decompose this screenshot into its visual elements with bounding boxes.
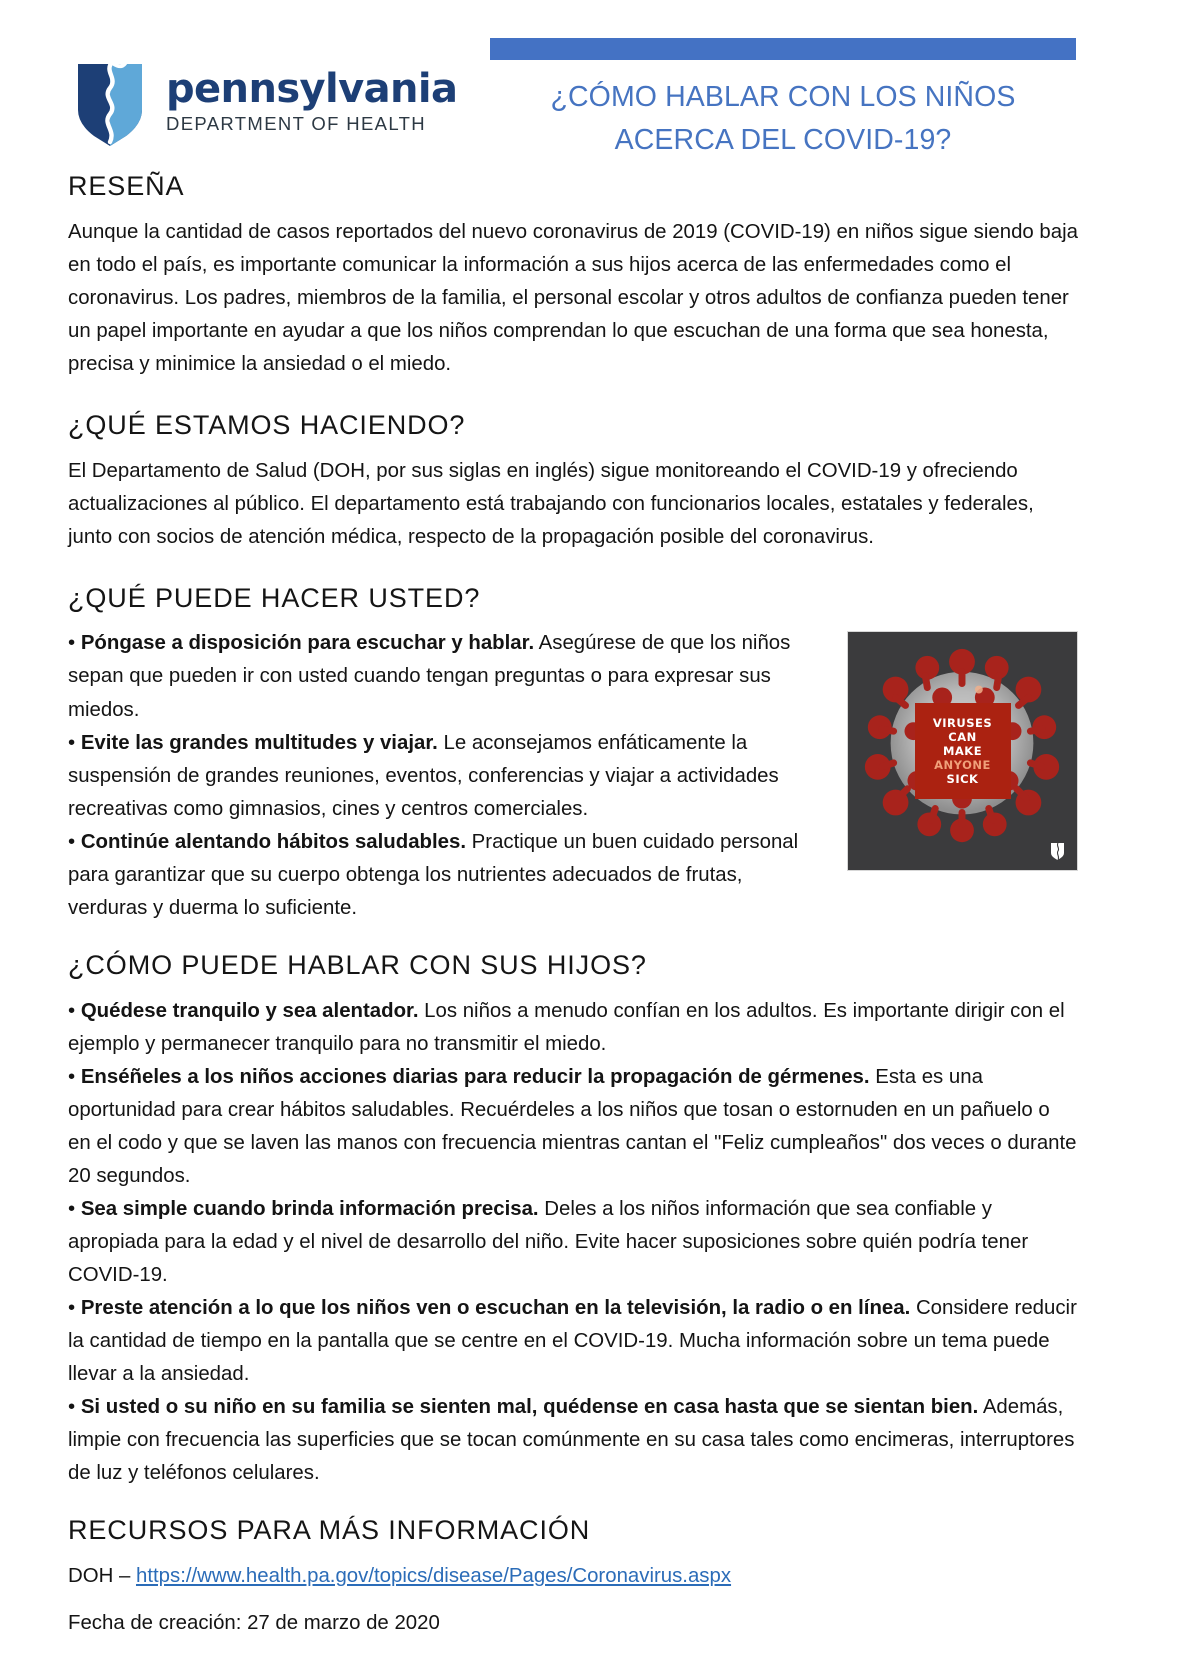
- bullet-lead: Evite las grandes multitudes y viajar.: [80, 731, 438, 754]
- section-heading-hablar-hijos: ¿CÓMO PUEDE HABLAR CON SUS HIJOS?: [68, 949, 647, 980]
- bullet-rest: Considere reducir la cantidad de tiempo en la pantalla que se centre en el COVID-19. Mucha información sobre un tema puede llevar a la ansiedad.: [68, 1296, 1077, 1386]
- bullet-rest: Deles a los niños información que sea confiable y apropiada para la edad y el nivel de desarrollo del niño. Evite hacer suposiciones sobre quién podría tener COVID-19.: [68, 1197, 1029, 1286]
- keystone-caduceus-icon: [68, 58, 152, 146]
- doh-prefix: DOH –: [68, 1564, 136, 1587]
- coronavirus-photo: [847, 631, 1078, 871]
- section-heading-hacer-usted: ¿QUÉ PUEDE HACER USTED?: [68, 582, 481, 613]
- bullet-marker: •: [68, 1396, 76, 1419]
- bullet-marker: •: [68, 999, 76, 1022]
- bullet-lead: Continúe alentando hábitos saludables.: [80, 830, 467, 853]
- bullet-rest: Además, limpie con frecuencia las superficies que se tocan comúnmente en su casa tales como encimeras, interruptores de luz y teléfonos celulares.: [68, 1396, 1075, 1485]
- section-que-estamos-haciendo: [68, 411, 1078, 554]
- title-accent-bar: [490, 38, 1076, 60]
- section-que-puede-hacer-usted: [68, 584, 1078, 925]
- caption-word-3: MAKE: [942, 744, 983, 758]
- list-item: [68, 1292, 1078, 1391]
- resource-line: [68, 1560, 1078, 1593]
- bullet-lead: Póngase a disposición para escuchar y hablar.: [80, 632, 535, 655]
- bullet-lead: Enséñeles a los niños acciones diarias para reducir la propagación de gérmenes.: [80, 1065, 870, 1088]
- bullet-lead: Si usted o su niño en su familia se sienten mal, quédense en casa hasta que se sientan bien.: [80, 1396, 979, 1419]
- caption-word-2: CAN: [948, 730, 977, 745]
- section-heading-recursos: RECURSOS PARA MÁS INFORMACIÓN: [68, 1515, 591, 1546]
- section-heading-resena: RESEÑA: [68, 171, 185, 201]
- logo-wordmark: pennsylvania: [166, 65, 458, 112]
- bullet-marker: •: [68, 731, 76, 754]
- bullet-rest: Asegúrese de que los niños sepan que pueden ir con usted cuando tengan preguntas o para expresar sus miedos.: [68, 632, 791, 721]
- photo-caption-box: [915, 703, 1011, 799]
- caption-word-1: VIRUSES: [932, 716, 993, 731]
- logo-subtitle: DEPARTMENT OF HEALTH: [166, 113, 426, 135]
- bullet-lead: Quédese tranquilo y sea alentador.: [80, 999, 419, 1022]
- pa-doh-logo: [68, 58, 457, 146]
- section-recursos: [68, 1516, 1078, 1639]
- page-title-line-1: ¿CÓMO HABLAR CON LOS NIÑOS: [550, 81, 1016, 113]
- caption-word-4: ANYONE: [934, 757, 991, 772]
- bullet-lead: Sea simple cuando brinda información precisa.: [80, 1197, 539, 1220]
- paragraph-haciendo: El Departamento de Salud (DOH, por sus siglas en inglés) sigue monitoreando el COVID-19 y ofreciendo actualizaciones al público. El departamento está trabajando con funcionarios locales, estatales y federales, junto con socios de atención médica, respecto de la propagación posible del coronavirus.: [68, 459, 1034, 548]
- title-block: [490, 38, 1076, 163]
- section-heading-haciendo: ¿QUÉ ESTAMOS HACIENDO?: [68, 409, 466, 440]
- bullet-marker: •: [68, 1197, 76, 1220]
- bullet-rest: Practique un buen cuidado personal para garantizar que su cuerpo obtenga los nutrientes adecuados de frutas, verduras y duerma lo suficiente.: [68, 830, 799, 919]
- bullet-rest: Los niños a menudo confían en los adultos. Es importante dirigir con el ejemplo y permanecer tranquilo para no transmitir el miedo.: [68, 999, 1065, 1055]
- bullet-lead: Preste atención a lo que los niños ven o escuchan en la televisión, la radio o en línea.: [80, 1296, 911, 1319]
- list-item: [68, 1193, 1078, 1292]
- list-item: [68, 1391, 1078, 1490]
- list-item: [68, 995, 1078, 1061]
- document-header: [0, 0, 1178, 168]
- document-body: [68, 172, 1078, 1669]
- caption-word-5: SICK: [946, 771, 979, 786]
- bullet-marker: •: [68, 1296, 76, 1319]
- keystone-watermark-icon: [1049, 842, 1066, 861]
- bullet-marker: •: [68, 830, 76, 853]
- bullet-rest: Esta es una oportunidad para crear hábitos saludables. Recuérdeles a los niños que tosan o estornuden en un pañuelo o en el codo y que se laven las manos con frecuencia mientras cantan el "Feliz cumpleaños" dos veces o durante 20 segundos.: [68, 1065, 1077, 1187]
- page-title-line-2: ACERCA DEL COVID-19?: [614, 124, 952, 157]
- paragraph-resena: Aunque la cantidad de casos reportados del nuevo coronavirus de 2019 (COVID-19) en niños sigue siendo baja en todo el país, es importante comunicar la información a sus hijos acerca de las enfermedades como el coronavirus. Los padres, miembros de la familia, el personal escolar y otros adultos de confianza pueden tener un papel importante en ayudar a que los niños comprendan lo que escuchan de una forma que sea honesta, precisa y minimice la ansiedad o el miedo.: [68, 220, 1078, 375]
- bullet-marker: •: [68, 632, 76, 655]
- page-title: [490, 76, 1076, 163]
- list-item: [68, 1061, 1078, 1193]
- section-como-puede-hablar: [68, 951, 1078, 1490]
- bullet-marker: •: [68, 1065, 76, 1088]
- creation-date: Fecha de creación: 27 de marzo de 2020: [68, 1611, 440, 1634]
- bullet-rest: Le aconsejamos enfáticamente la suspensión de grandes reuniones, eventos, conferencias y viajar a actividades recreativas como gimnasios, cines y centros comerciales.: [68, 731, 779, 820]
- coronavirus-url-link[interactable]: https://www.health.pa.gov/topics/disease/Pages/Coronavirus.aspx: [135, 1564, 732, 1587]
- section-resena: [68, 172, 1078, 381]
